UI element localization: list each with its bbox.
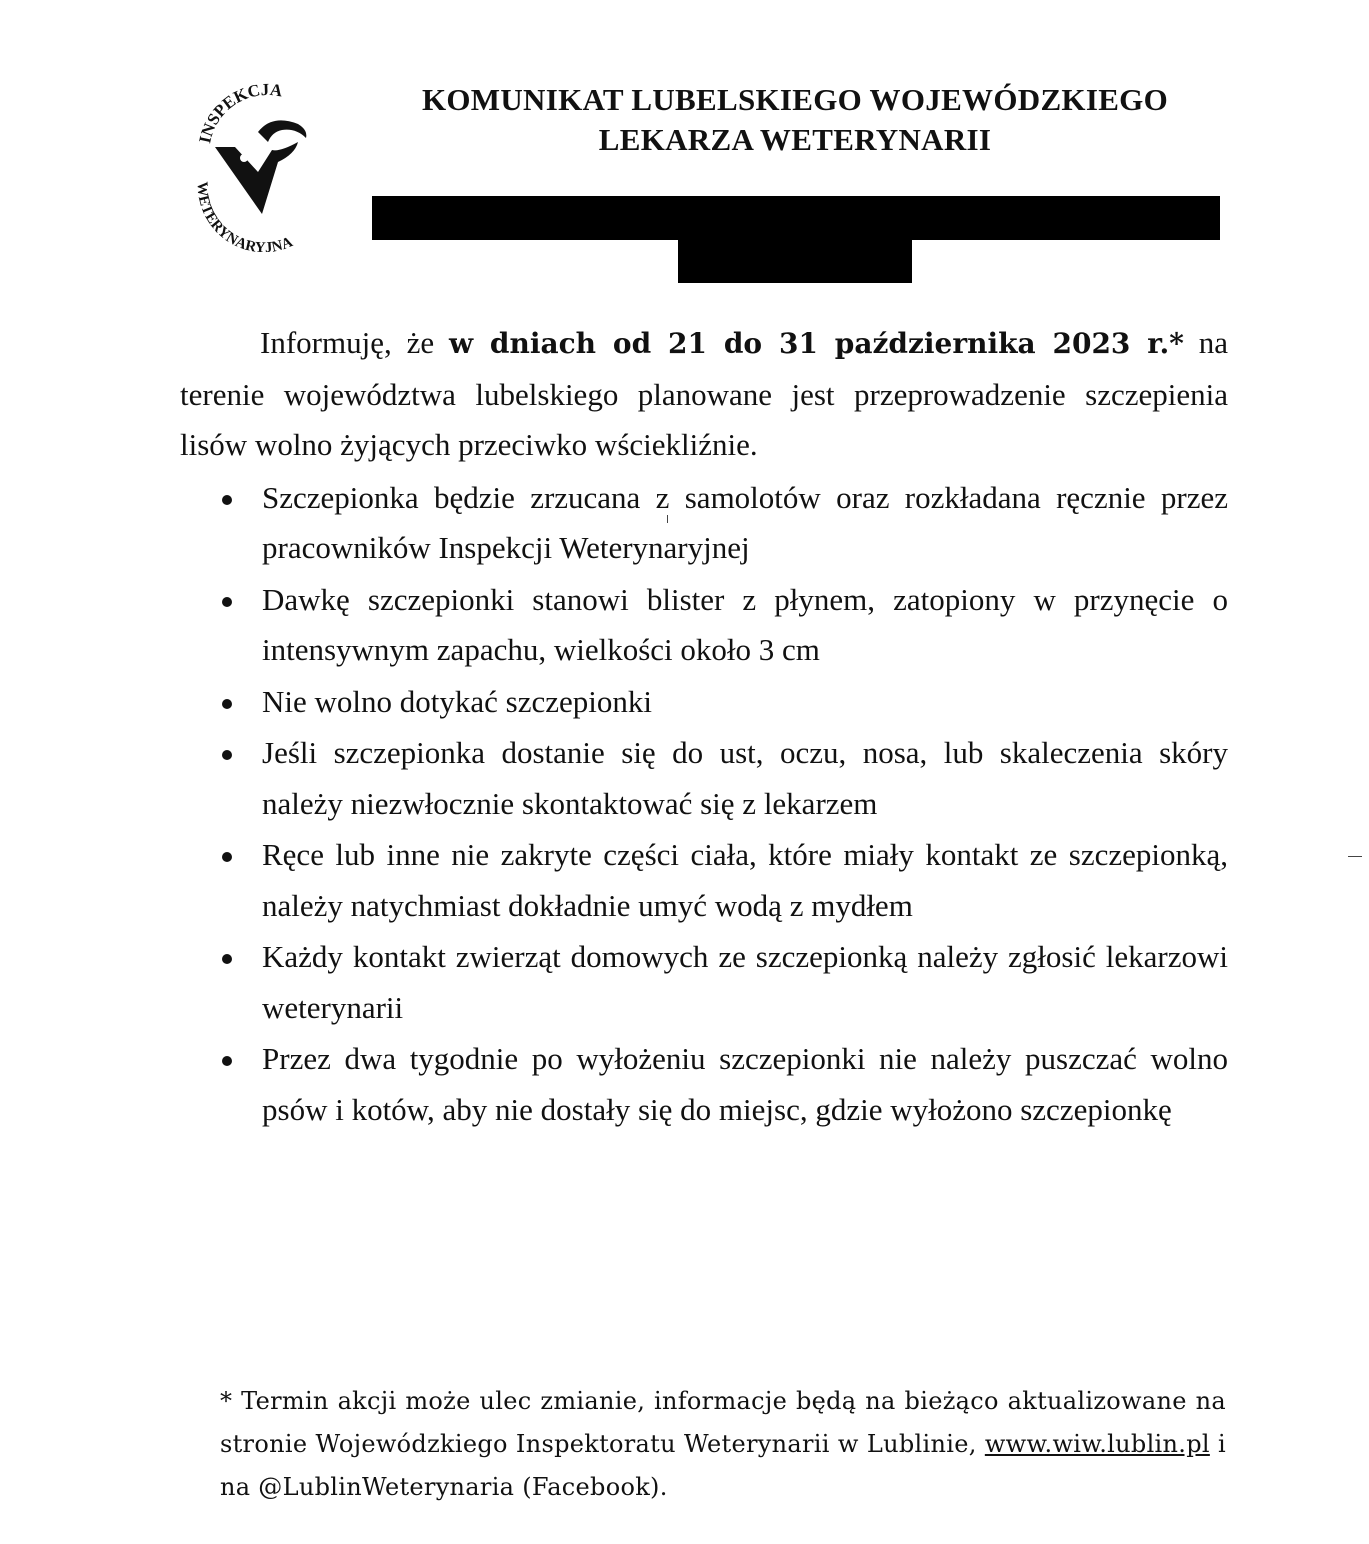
- bird-neck-icon: [258, 120, 306, 142]
- svg-text:WETERYNARYJNA: [194, 181, 296, 252]
- list-item-text: Nie wolno dotykać szczepionki: [262, 683, 652, 719]
- redaction-bar: [372, 196, 1220, 240]
- bullet-icon: [222, 852, 232, 862]
- wiw-website-link[interactable]: www.wiw.lublin.pl: [984, 1430, 1210, 1458]
- bullet-icon: [222, 699, 232, 709]
- footnote-text-end: i na @LublinWeterynaria (Facebook).: [220, 1430, 1227, 1501]
- intro-rest: na terenie województwa lubelskiego planowane jest przeprowadzenie szczepienia lisów wolno żyjących przeciwko wściekliźnie.: [180, 325, 1228, 462]
- footnote-text: * Termin akcji może ulec zmianie, informacje będą na bieżąco aktualizowane na stronie Wojewódzkiego Inspektoratu Weterynarii w Lublinie,: [220, 1387, 1226, 1458]
- list-item: [262, 677, 1228, 728]
- title-line-1: KOMUNIKAT LUBELSKIEGO WOJEWÓDZKIEGO: [421, 82, 1169, 117]
- v-emblem-icon: [215, 142, 298, 214]
- list-item-text: Jeśli szczepionka dostanie się do ust, oczu, nosa, lub skaleczenia skóry należy niezwłocznie skontaktować się z lekarzem: [262, 735, 1228, 821]
- logo-text-top: INSPEKCJA: [195, 79, 284, 145]
- scan-mark: [667, 515, 668, 523]
- announcement-body: [180, 318, 1228, 1136]
- list-item: [262, 575, 1228, 676]
- intro-dates: w dniach od 21 do 31 października 2023 r.*: [448, 327, 1184, 360]
- intro-paragraph: [180, 318, 1228, 471]
- bullet-icon: [222, 750, 232, 760]
- bullet-icon: [222, 597, 232, 607]
- logo-text-bottom: WETERYNARYJNA: [193, 181, 296, 252]
- list-item: [262, 932, 1228, 1033]
- bullet-icon: [222, 495, 232, 505]
- inspekcja-weterynaryjna-logo: [180, 72, 350, 252]
- footnote: [220, 1380, 1226, 1509]
- list-item-text: Szczepionka będzie zrzucana z samolotów oraz rozkładana ręcznie przez pracowników Inspekcji Weterynaryjnej: [262, 479, 1228, 565]
- list-item-text: Ręce lub inne nie zakryte części ciała, które miały kontakt ze szczepionką, należy natychmiast dokładnie umyć wodą z mydłem: [262, 837, 1228, 923]
- scan-mark: [1348, 856, 1362, 857]
- list-item: [262, 830, 1228, 931]
- redaction-bar: [678, 238, 912, 283]
- list-item-text: Dawkę szczepionki stanowi blister z płynem, zatopiony w przynęcie o intensywnym zapachu, wielkości około 3 cm: [262, 581, 1228, 667]
- list-item: [262, 728, 1228, 829]
- list-item-text: Przez dwa tygodnie po wyłożeniu szczepionki nie należy puszczać wolno psów i kotów, aby nie dostały się do miejsc, gdzie wyłożono szczepionkę: [262, 1041, 1228, 1127]
- intro-lead: Informuję, że: [260, 325, 449, 360]
- title-line-2: LEKARZA WETERYNARII: [598, 122, 992, 157]
- page-title: [370, 80, 1220, 160]
- bullet-icon: [222, 1056, 232, 1066]
- safety-instructions-list: [180, 473, 1228, 1136]
- list-item: [262, 1034, 1228, 1135]
- list-item-text: Każdy kontakt zwierząt domowych ze szczepionką należy zgłosić lekarzowi weterynarii: [262, 939, 1228, 1025]
- list-item: [262, 473, 1228, 574]
- bullet-icon: [222, 954, 232, 964]
